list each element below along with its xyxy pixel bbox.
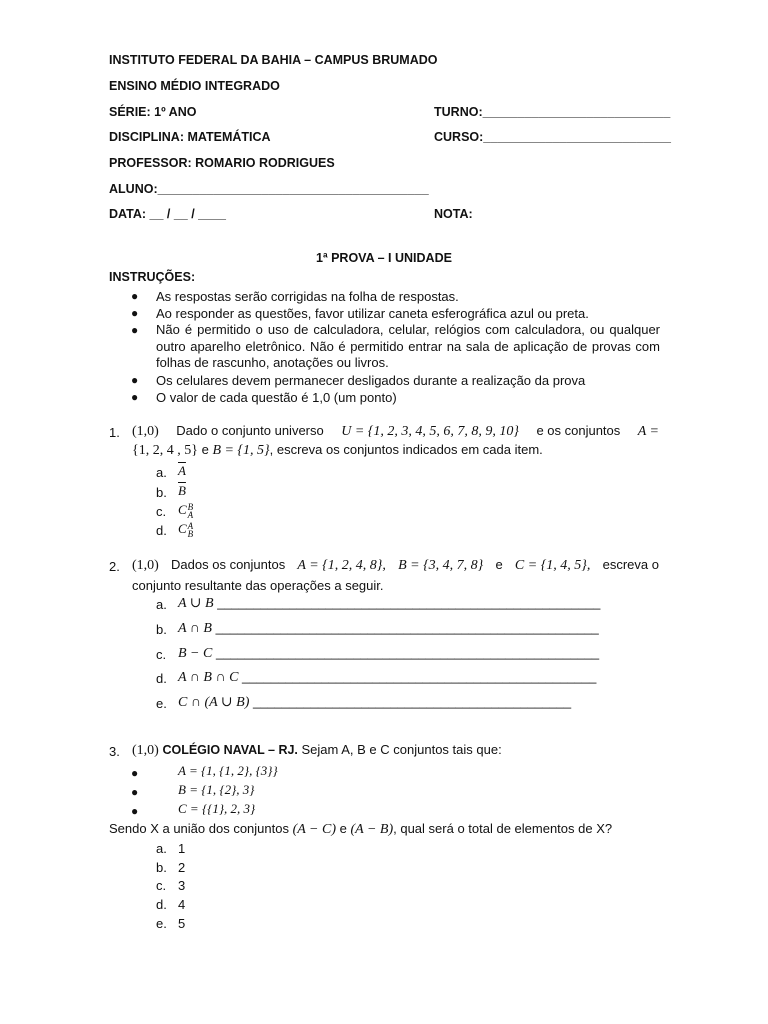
instruction-item: O valor de cada questão é 1,0 (um ponto) [156,390,397,405]
question-number: 3. [109,744,120,759]
complement-symbol: C [178,521,187,536]
bullet-icon: ● [131,390,139,404]
option-value[interactable]: 2 [178,860,186,875]
item-letter: a. [156,465,167,480]
question-points: (1,0) [132,743,159,758]
bullet-icon: ● [131,766,139,780]
question-1-line-2 [132,442,543,459]
sub-index: A [187,510,194,521]
question-text: Sejam A, B e C conjuntos tais que: [301,742,502,757]
answer-line[interactable]: _____________________________________________________ [215,645,600,660]
question-3-prompt [109,821,612,838]
turno-field: TURNO:___________________________ [434,105,671,119]
instruction-item: Ao responder as questões, favor utilizar caneta esferográfica azul ou preta. [156,306,589,321]
question-text: Dados os conjuntos [171,557,286,572]
instruction-item: Os celulares devem permanecer desligados durante a realização da prova [156,373,586,388]
question-text: , escreva os conjuntos indicados em cada item. [269,442,543,457]
universe-set: U = {1, 2, 3, 4, 5, 6, 7, 8, 9, 10} [341,424,519,439]
set-c: C = {1, 4, 5}, [514,558,591,573]
question-number: 1. [109,425,120,440]
answer-line[interactable]: ____________________________________________ [252,694,572,709]
option-value[interactable]: 1 [178,841,186,856]
option-letter: a. [156,841,167,856]
sup-index: A [187,521,194,532]
item-letter: d. [156,671,167,686]
set-a-definition: A = {1, {1, 2}, {3}} [178,763,278,778]
question-text: e [495,557,503,572]
option-value[interactable]: 3 [178,878,186,893]
relative-complement-c [178,502,193,519]
operation-difference [178,645,599,662]
set-c-definition: C = {{1}, 2, 3} [178,801,256,816]
set-b: B = {3, 4, 7, 8} [398,558,484,573]
operation-mixed [178,694,571,711]
set-a-values: {1, 2, 4 , 5} [132,443,198,458]
professor-label: PROFESSOR: ROMARIO RODRIGUES [109,156,335,170]
question-source: COLÉGIO NAVAL – RJ. [162,743,298,757]
instruction-item: Não é permitido o uso de calculadora, celular, relógios com calculadora, ou qualquer outro aparelho eletrônico. Não é permitido entrar na sala de aplicação de provas com folhas de rascunho, anotações ou livros. [156,322,660,371]
item-letter: d. [156,523,167,538]
bullet-icon: ● [131,373,139,387]
question-text: conjunto resultante das operações a seguir. [132,578,384,593]
complement-a: $\overline{A}$ [178,463,186,478]
operation-expr: C ∩ (A ∪ B) [178,695,250,710]
expr-a-minus-b: (A − B) [350,822,394,837]
set-a: A = {1, 2, 4, 8}, [297,558,386,573]
disciplina-label: DISCIPLINA: MATEMÁTICA [109,130,271,144]
item-letter: b. [156,485,167,500]
data-field: DATA: __ / __ / ____ [109,207,226,221]
operation-expr: A ∩ B ∩ C [178,670,239,685]
option-letter: d. [156,897,167,912]
question-text: e [339,821,347,836]
complement-b: $\overline{B}$ [178,483,186,498]
item-letter: e. [156,696,167,711]
option-letter: b. [156,860,167,875]
relative-complement-d [178,521,193,538]
institute-name: INSTITUTO FEDERAL DA BAHIA – CAMPUS BRUMADO [109,53,438,67]
set-b-definition: B = {1, {2}, 3} [178,782,255,797]
question-points: (1,0) [132,424,159,439]
operation-union [178,595,600,612]
operation-expr: A ∪ B [178,596,214,611]
item-letter: c. [156,647,167,662]
bullet-icon: ● [131,323,139,337]
question-points: (1,0) [132,558,159,573]
sub-index: B [187,529,194,540]
bullet-icon: ● [131,804,139,818]
curso-field: CURSO:___________________________ [434,130,672,144]
aluno-field: ALUNO:_______________________________________ [109,182,429,196]
question-text: Sendo X a união dos conjuntos [109,821,289,836]
option-letter: c. [156,878,167,893]
nota-field: NOTA: [434,207,473,221]
operation-expr: A ∩ B [178,621,212,636]
operation-expr: B − C [178,646,213,661]
instructions-heading: INSTRUÇÕES: [109,270,196,284]
answer-line[interactable]: _____________________________________________________ [217,595,601,610]
complement-indices [188,522,194,538]
answer-line[interactable]: _________________________________________________ [242,669,597,684]
question-text: Dado o conjunto universo [176,423,324,438]
item-letter: a. [156,597,167,612]
question-1-line-1 [132,423,659,440]
question-text: escreva o [602,557,659,572]
instruction-item: As respostas serão corrigidas na folha de respostas. [156,289,459,304]
item-letter: c. [156,504,167,519]
set-a-start: A = [637,424,659,439]
operation-intersection [178,620,599,637]
complement-symbol: C [178,502,187,517]
expr-a-minus-c: (A − C) [292,822,337,837]
question-2-line-1 [132,557,659,574]
sup-index: B [187,502,194,513]
question-3-line-1 [132,742,502,759]
question-text: e [201,442,209,457]
operation-triple-intersection [178,669,596,686]
course-type: ENSINO MÉDIO INTEGRADO [109,79,280,93]
bullet-icon: ● [131,785,139,799]
option-value[interactable]: 5 [178,916,186,931]
question-text: , qual será o total de elementos de X? [393,821,613,836]
item-letter: b. [156,622,167,637]
serie-label: SÉRIE: 1º ANO [109,105,197,119]
option-value[interactable]: 4 [178,897,186,912]
question-text: e os conjuntos [536,423,621,438]
question-number: 2. [109,559,120,574]
set-b: B = {1, 5} [212,443,270,458]
answer-line[interactable]: _____________________________________________________ [215,620,599,635]
bullet-icon: ● [131,289,139,303]
bullet-icon: ● [131,306,139,320]
complement-indices [188,503,194,519]
exam-title: 1ª PROVA – I UNIDADE [316,251,452,265]
option-letter: e. [156,916,167,931]
